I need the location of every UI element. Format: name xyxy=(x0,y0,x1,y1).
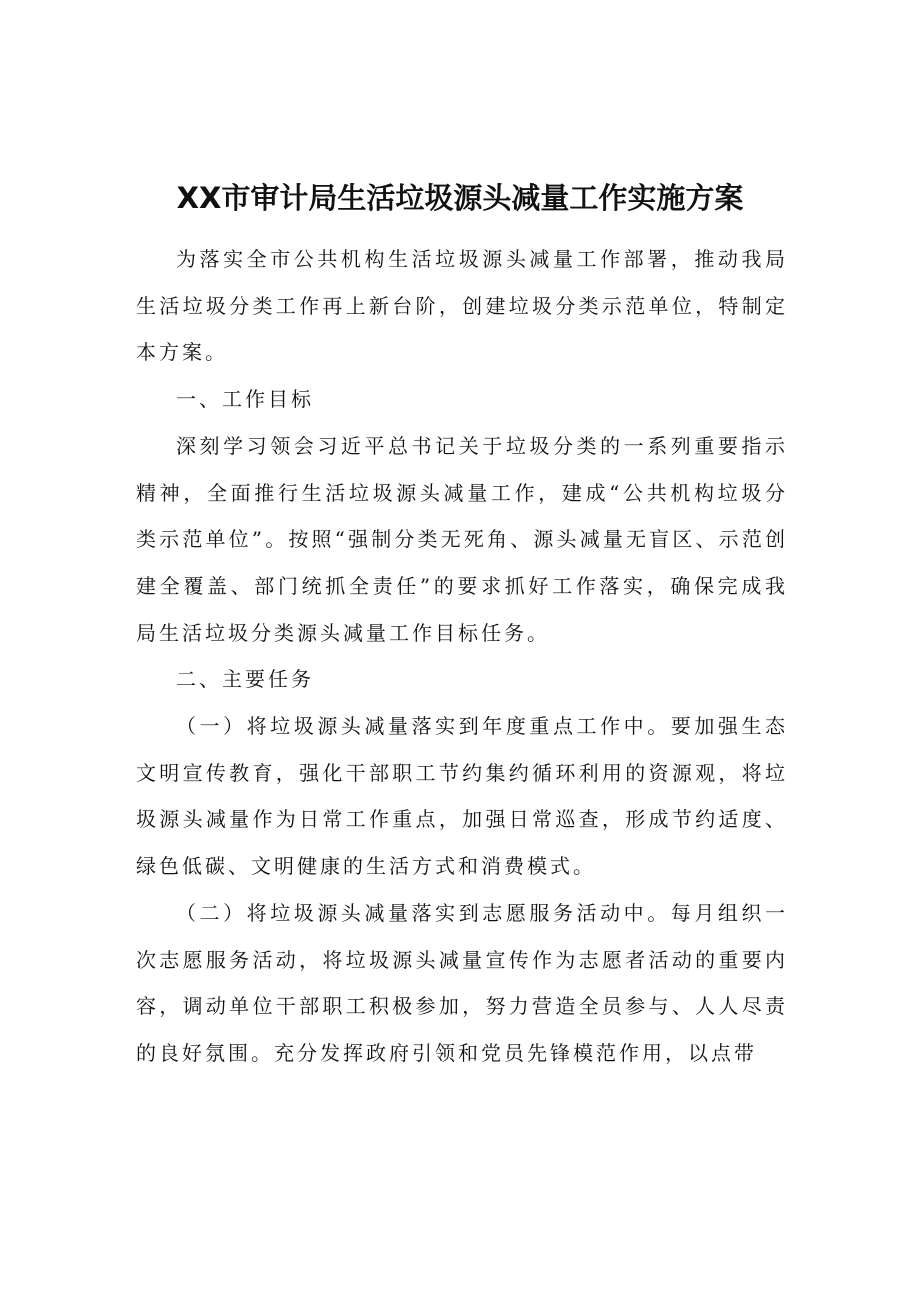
document-title: XX市审计局生活垃圾源头减量工作实施方案 xyxy=(176,181,744,215)
section-heading-tasks: 二、主要任务 xyxy=(176,667,314,692)
document-body xyxy=(136,236,788,1077)
task-paragraph-2: （二）将垃圾源头减量落实到志愿服务活动中。每月组织一次志愿服务活动，将垃圾源头减量宣传作为志愿者活动的重要内容，调动单位干部职工积极参加，努力营造全员参与、人人尽责的良好氛围。充分发挥政府引领和党员先锋模范作用，以点带 xyxy=(136,900,788,1065)
intro-paragraph: 为落实全市公共机构生活垃圾源头减量工作部署，推动我局生活垃圾分类工作再上新台阶，创建垃圾分类示范单位，特制定本方案。 xyxy=(136,247,788,365)
task-paragraph-1: （一）将垃圾源头减量落实到年度重点工作中。要加强生态文明宣传教育，强化干部职工节约集约循环利用的资源观，将垃圾源头减量作为日常工作重点，加强日常巡查，形成节约适度、绿色低碳、文明健康的生活方式和消费模式。 xyxy=(136,714,788,879)
section-heading-goals: 一、工作目标 xyxy=(176,387,314,412)
goals-paragraph: 深刻学习领会习近平总书记关于垃圾分类的一系列重要指示精神，全面推行生活垃圾源头减量工作，建成“公共机构垃圾分类示范单位”。按照“强制分类无死角、源头减量无盲区、示范创建全覆盖、部门统抓全责任”的要求抓好工作落实，确保完成我局生活垃圾分类源头减量工作目标任务。 xyxy=(136,433,788,645)
